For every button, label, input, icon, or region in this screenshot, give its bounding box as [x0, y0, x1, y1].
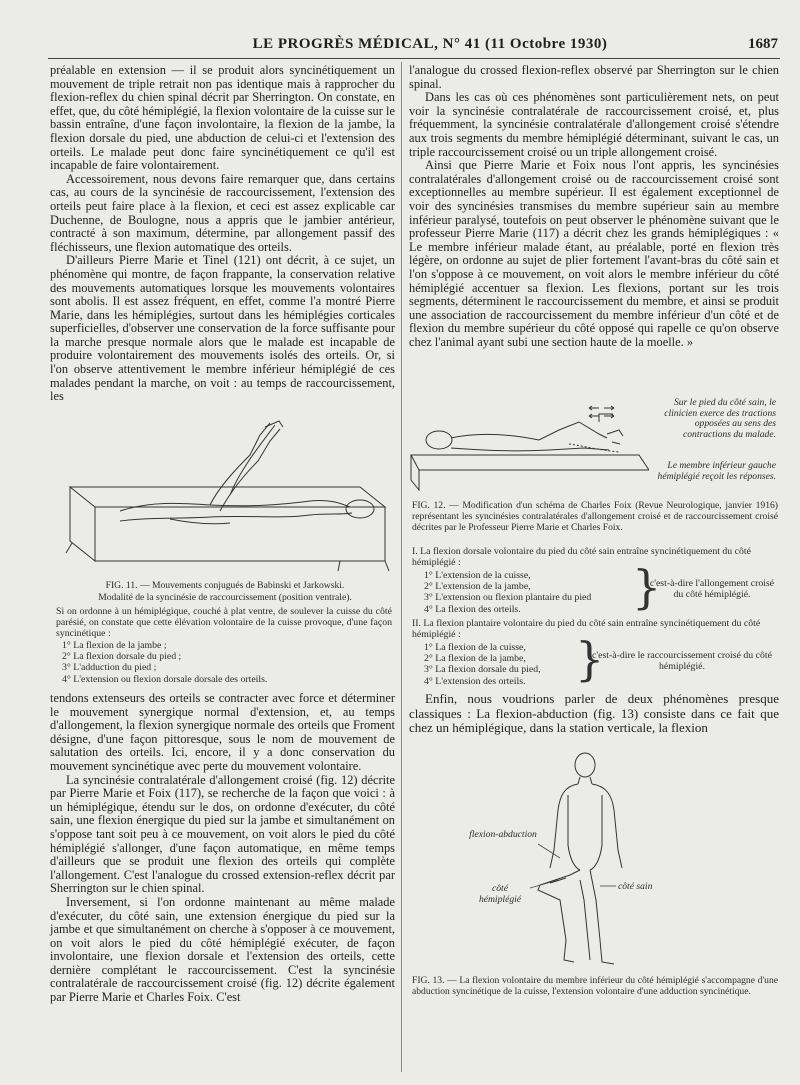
- list-item: 3° L'extension ou flexion plantaire du pied: [424, 592, 592, 604]
- page-number: 1687: [748, 36, 778, 52]
- brace-symbol: }: [632, 560, 662, 614]
- paragraph: Accessoirement, nous devons faire remarquer que, dans certains cas, au cours de la syncinésie de raccourcissement, l'extension des orteils peut faire place à la flexion, et ceci est assez explicable car Duchenne, de Boulogne, nous a appris que le jambier antérieur, contracté à son maximum, détermine, par allongement passif des fléchisseurs, une flexion automatique des orteils.: [50, 171, 395, 254]
- list-item: 1° La flexion de la jambe ;: [62, 640, 167, 651]
- list-item: 3° La flexion dorsale du pied,: [424, 664, 541, 676]
- header-rule: [48, 58, 780, 59]
- figure-11-caption-subtitle: Modalité de la syncinésie de raccourcissement (position ventrale).: [98, 592, 352, 603]
- left-column-bottom: [50, 692, 395, 1005]
- figure-12-list1-note: c'est-à-dire l'allongement croisé du côté hémiplégié.: [649, 578, 775, 600]
- paragraph: D'ailleurs Pierre Marie et Tinel (121) ont décrit, à ce sujet, un phénomène qui montre, de façon frappante, la conservation relative des mouvements automatiques lorsque les mouvements volontaires sont abolis. Il est assez fréquent, en effet, comme l'a montré Pierre Marie, dans les hémiplégies, surtout dans les hémiplégies corticales superficielles, d'observer une conservation de la force suffisante pour la marche presque normale alors que le malade est incapable de produire volontairement des mouvements isolés des orteils. Or, si l'on observe attentivement le membre inférieur hémiplégié de ces malades pendant la marche, on voit : au temps de raccourcissement, les: [50, 253, 395, 404]
- running-header: [40, 36, 780, 56]
- list-item: 3° L'adduction du pied ;: [62, 662, 157, 674]
- paragraph: Dans les cas où ces phénomènes sont particulièrement nets, on peut voir la syncinésie contralatérale de raccourcissement croisé, et, plus fréquemment, la syncinésie contralatérale d'allongement croisé s'étendre aux trois segments du membre hémiplégié déterminant, suivant le cas, un triple raccourcissement croisé ou un triple allongement croisé.: [409, 90, 779, 159]
- figure-13-leader-lines: [530, 836, 640, 896]
- figure-13-label-cote-sain: côté sain: [618, 881, 653, 892]
- figure-11-list: [62, 640, 382, 685]
- list-item: 2° La flexion de la jambe,: [424, 653, 526, 665]
- figure-12-side-note-1: Sur le pied du côté sain, le clinicien exerce des tractions opposées au sens des contractions du malade.: [664, 397, 776, 440]
- list-item: 2° L'extension de la jambe,: [424, 581, 531, 593]
- right-column-top: [409, 64, 779, 349]
- figure-11-caption-text: Si on ordonne à un hémiplégique, couché à plat ventre, de soulever la cuisse du côté parésié, on constate que cette élévation volontaire de la cuisse provoque, d'une façon syncinétique :: [56, 606, 392, 640]
- paragraph: Ainsi que Pierre Marie et Foix nous l'ont appris, les syncinésies contralatérales d'allongement croisé ou de raccourcissement croisé sont exceptionnelles au membre supérieur. Il est également exceptionnel de voir des syncinésies transmises du membre supérieur sain au membre inférieur paralysé, toutefois on peut observer le phénomène suivant que le professeur Pierre Marie (117) a décrit chez les grands hémiplégiques : « Le membre inférieur malade étant, au préalable, porté en flexion très légère, on ordonne au sujet de plier fortement l'avant-bras du côté sain et l'on s'oppose à ce mouvement, on voit alors le membre inférieur du côté hémiplégié accentuer sa flexion. Les flexions, portant sur les trois segments, déterminent le raccourcissement du membre, et ainsi se produit une association de raccourcissement du membre inférieur d'un côté et de flexion du membre supérieur du côté opposé qui rapelle ce qu'on observe chez l'animal ayant subi une section haute de la moelle. »: [409, 158, 779, 349]
- list-item: 4° L'extension ou flexion dorsale dorsale des orteils.: [62, 673, 268, 685]
- paragraph: l'analogue du crossed flexion-reflex observé par Sherrington sur le chien spinal.: [409, 63, 779, 91]
- supine-patient-drawing: [409, 400, 649, 495]
- paragraph: Inversement, si l'on ordonne maintenant au même malade d'exécuter, du côté sain, une extension énergique du pied sur la jambe et que simultanément on cherche à s'opposer à ce mouvement, on voit alors le pied du côté hémiplégié exécuter, de façon involontaire, une flexion dorsale et l'extension des orteils, cette dernière complétant le raccourcissement. C'est la syncinésie contralatérale de raccourcissement croisé (fig. 12) décrite également par Pierre Marie et Charles Foix. C'est: [50, 894, 395, 1005]
- brace-symbol: }: [575, 632, 605, 686]
- figure-12-side-note-2: Le membre inférieur gauche hémiplégié reçoit les réponses.: [657, 460, 776, 482]
- list-item: 4° L'extension des orteils.: [424, 675, 526, 687]
- paragraph: tendons extenseurs des orteils se contracter avec force et déterminer le mouvement synergique normal d'extension, et, au temps d'allongement, la flexion synergique normale des orteils que Froment désigne, d'une façon pittoresque, sous le nom de mouvement de salutation des orteils. Ici, encore, il y a donc conservation du mouvement syncinétique avec perte du mouvement volontaire.: [50, 691, 395, 773]
- figure-12-list2-intro: II. La flexion plantaire volontaire du pied du côté sain entraîne syncinétiquement du côté hémiplégié :: [412, 618, 761, 641]
- left-column-top: [50, 64, 395, 404]
- figure-13-label-flexion-abduction: flexion-abduction: [469, 829, 537, 840]
- figure-11-caption-title: FIG. 11. — Mouvements conjugués de Babinski et Jarkowski.: [105, 580, 345, 591]
- right-column-mid: [409, 692, 779, 736]
- figure-12-list1: [424, 570, 644, 615]
- figure-13-label-cote-hemiplegie: côté hémiplégié: [478, 883, 522, 905]
- figure-11-illustration: [60, 415, 390, 575]
- list-item: 4° La flexion des orteils.: [424, 603, 521, 615]
- column-divider: [401, 62, 402, 1072]
- figure-12-list2-note: c'est-à-dire le raccourcissement croisé du côté hémiplégié.: [592, 650, 772, 672]
- journal-title: LE PROGRÈS MÉDICAL, N° 41 (11 Octobre 1930): [252, 36, 608, 52]
- figure-13-caption: FIG. 13. — La flexion volontaire du membre inférieur du côté hémiplégié s'accompagne d'une abduction syncinétique de la cuisse, l'extension volontaire d'une adduction syncinétique.: [412, 975, 778, 997]
- list-item: 2° La flexion dorsale du pied ;: [62, 651, 182, 663]
- figure-12-caption: FIG. 12. — Modification d'un schéma de Charles Foix (Revue Neurologique, janvier 1916) représentant les syncinésies contralatérales d'allongement croisé et de raccourcissement croisé décrites par le Professeur Pierre Marie et Charles Foix.: [412, 500, 778, 533]
- list-item: 1° L'extension de la cuisse,: [424, 570, 531, 581]
- paragraph: La syncinésie contralatérale d'allongement croisé (fig. 12) décrite par Pierre Marie et Foix (117), se recherche de la façon que voici : à un hémiplégique, étendu sur le dos, on ordonne d'exécuter, du côté sain, une flexion énergique du pied sur la jambe et simultanément on s'oppose tant soit peu à ce mouvement, on voit alors le pied du côté hémiplégié s'allonger, d'une façon automatique, en même temps d'ailleurs que se produit une flexion des orteils qui complète l'allongement. C'est l'analogue du crossed extension-reflex décrit par Sherrington sur le chien spinal.: [50, 772, 395, 896]
- paragraph: préalable en extension — il se produit alors syncinétiquement un mouvement de triple retrait non pas identique mais à rapprocher du flexion-reflex du chien spinal décrit par Sherrington. On constate, en effet, que, du côté hémiplégié, la flexion volontaire de la cuisse sur le bassin entraîne, d'une façon involontaire, la flexion de la jambe, la flexion dorsale du pied, une abduction de celui-ci et l'extension des orteils. Le malade peut donc faire syncinétiquement ce qu'il est incapable de faire volontairement.: [50, 63, 395, 173]
- list-item: 1° La flexion de la cuisse,: [424, 642, 526, 653]
- paragraph: Enfin, nous voudrions parler de deux phénomènes presque classiques : La flexion-abduction (fig. 13) consiste dans ce fait que chez un hémiplégique, dans la station verticale, la flexion: [409, 691, 779, 736]
- figure-12-list1-intro: I. La flexion dorsale volontaire du pied du côté sain entraîne syncinétiquement du côté hémiplégié :: [412, 546, 751, 569]
- prone-patient-drawing: [60, 415, 390, 575]
- figure-12-illustration: [409, 400, 649, 495]
